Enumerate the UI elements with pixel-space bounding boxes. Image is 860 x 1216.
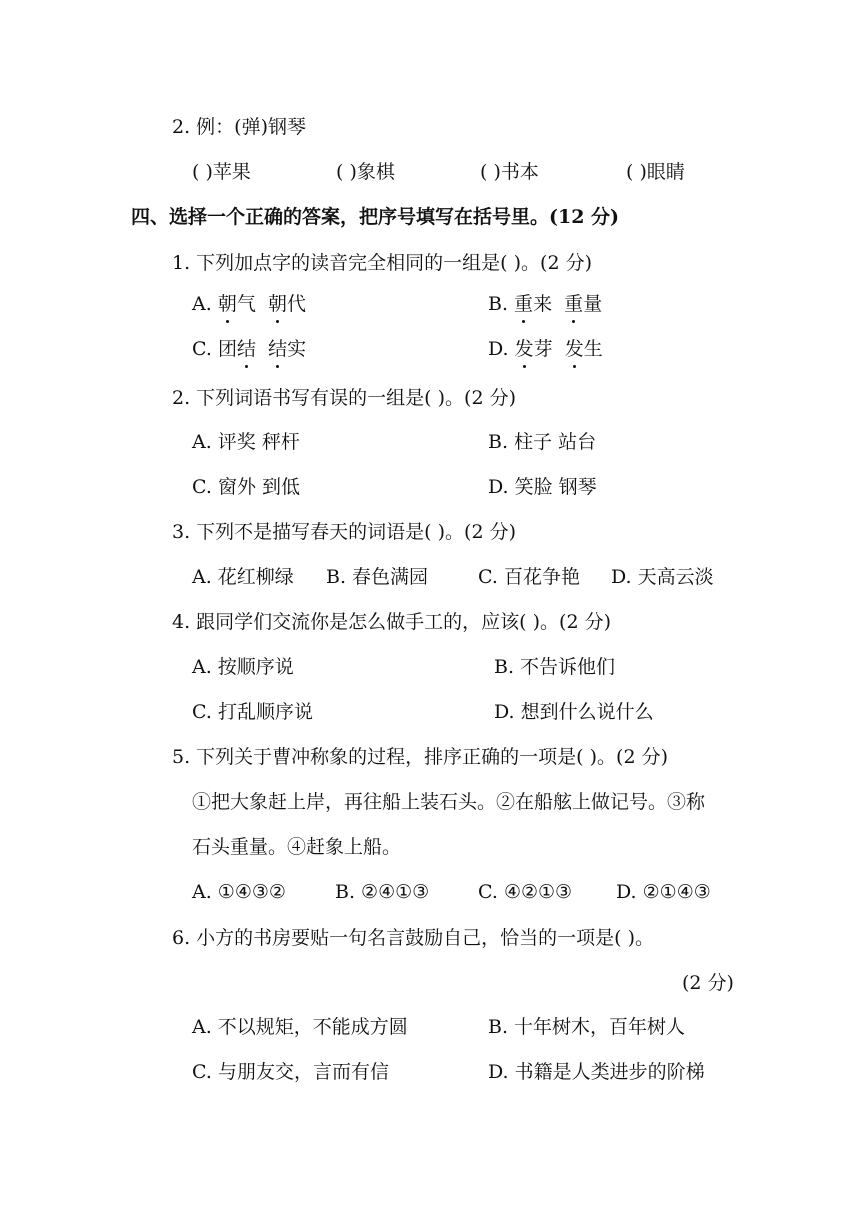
- q1-option-c: C. 团结 结实: [192, 338, 307, 360]
- q4-option-a: A. 按顺序说: [192, 656, 294, 678]
- question-2-stem: 2. 下列词语书写有误的一组是( )。(2 分): [172, 387, 516, 409]
- q6-option-d: D. 书籍是人类进步的阶梯: [488, 1061, 705, 1083]
- q5-option-c: C. ④②①③: [478, 881, 573, 903]
- q3-option-c: C. 百花争艳: [478, 566, 580, 588]
- q5-option-a: A. ①④③②: [192, 881, 286, 903]
- q2-option-b: B. 柱子 站台: [488, 431, 597, 453]
- blank-eyes: ( )眼睛: [626, 161, 685, 183]
- q3-option-b: B. 春色满园: [326, 566, 429, 588]
- q4-option-c: C. 打乱顺序说: [192, 701, 313, 723]
- blank-book: ( )书本: [480, 161, 539, 183]
- dotted-char: 发: [514, 338, 534, 360]
- dotted-char: 朝: [267, 293, 287, 315]
- q1-option-a: A. 朝气 朝代: [192, 293, 306, 315]
- section-4-title: 四、选择一个正确的答案，把序号填写在括号里。(12 分): [131, 206, 620, 228]
- question-6-stem: 6. 小方的书房要贴一句名言鼓励自己，恰当的一项是( )。: [172, 927, 655, 949]
- q6-score: (2 分): [682, 972, 734, 994]
- q2-option-a: A. 评奖 秤杆: [192, 431, 300, 453]
- dotted-char: 结: [268, 338, 288, 360]
- dotted-char: 朝: [217, 293, 237, 315]
- question-4-stem: 4. 跟同学们交流你是怎么做手工的，应该( )。(2 分): [172, 611, 611, 633]
- example-2-label: 2. 例：(弹)钢琴: [172, 116, 306, 138]
- q2-option-c: C. 窗外 到低: [192, 476, 300, 498]
- dotted-char: 重: [564, 293, 584, 315]
- q6-option-b: B. 十年树木，百年树人: [488, 1016, 686, 1038]
- blank-chess: ( )象棋: [336, 161, 395, 183]
- q5-text-line-1: ①把大象赶上岸，再往船上装石头。②在船舷上做记号。③称: [192, 791, 706, 813]
- q5-text-line-2: 石头重量。④赶象上船。: [192, 836, 402, 858]
- question-5-stem: 5. 下列关于曹冲称象的过程，排序正确的一项是( )。(2 分): [172, 746, 668, 768]
- q3-option-a: A. 花红柳绿: [192, 566, 294, 588]
- q6-option-a: A. 不以规矩，不能成方圆: [192, 1016, 408, 1038]
- dotted-char: 结: [236, 338, 256, 360]
- q4-option-b: B. 不告诉他们: [494, 656, 616, 678]
- dotted-char: 重: [514, 293, 534, 315]
- blank-apple: ( )苹果: [192, 161, 251, 183]
- q3-option-d: D. 天高云淡: [611, 566, 714, 588]
- q5-option-b: B. ②④①③: [335, 881, 430, 903]
- q6-option-c: C. 与朋友交，言而有信: [192, 1061, 389, 1083]
- q4-option-d: D. 想到什么说什么: [494, 701, 654, 723]
- question-1-stem: 1. 下列加点字的读音完全相同的一组是( )。(2 分): [172, 252, 592, 274]
- q5-option-d: D. ②①④③: [616, 881, 711, 903]
- dotted-char: 发: [564, 338, 584, 360]
- q1-option-d: D. 发芽 发生: [488, 338, 603, 360]
- q2-option-d: D. 笑脸 钢琴: [488, 476, 597, 498]
- question-3-stem: 3. 下列不是描写春天的词语是( )。(2 分): [172, 521, 516, 543]
- q1-option-b: B. 重来 重量: [488, 293, 603, 315]
